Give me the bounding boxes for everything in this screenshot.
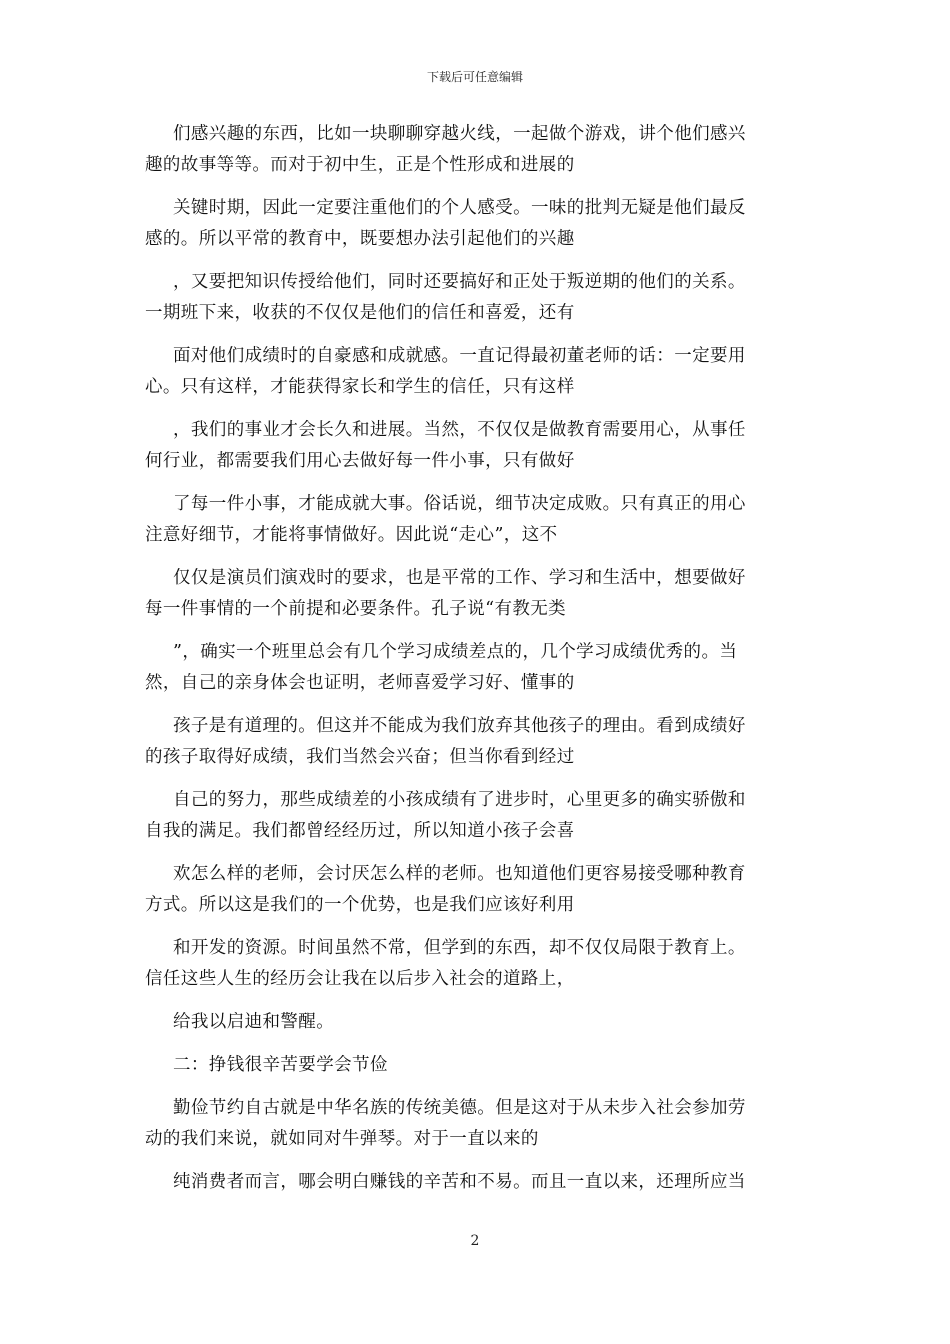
paragraph <box>145 933 810 995</box>
text-line: 二：挣钱很辛苦要学会节俭 <box>173 1055 388 1075</box>
text-line: 一期班下来，收获的不仅仅是他们的信任和喜爱，还有 <box>145 303 575 323</box>
page-header: 下载后可任意编辑 <box>426 70 523 84</box>
text-line: ”，确实一个班里总会有几个学习成绩差点的，几个学习成绩优秀的。当 <box>173 642 738 662</box>
page-number: 2 <box>470 1233 480 1249</box>
text-line: 每一件事情的一个前提和必要条件。孔子说“有教无类 <box>145 599 567 619</box>
paragraph <box>145 1093 810 1155</box>
text-line: 面对他们成绩时的自豪感和成就感。一直记得最初董老师的话：一定要用 <box>173 346 746 366</box>
paragraph <box>145 785 810 847</box>
paragraph <box>145 119 810 181</box>
paragraph <box>145 489 810 551</box>
text-line: 动的我们来说，就如同对牛弹琴。对于一直以来的 <box>145 1129 539 1149</box>
text-line: 欢怎么样的老师，会讨厌怎么样的老师。也知道他们更容易接受哪种教育 <box>173 864 746 884</box>
paragraph <box>145 341 810 403</box>
text-line: 注意好细节，才能将事情做好。因此说“走心”，这不 <box>145 525 558 545</box>
text-line: 关键时期，因此一定要注重他们的个人感受。一味的批判无疑是他们最反 <box>173 198 746 218</box>
text-line: 自我的满足。我们都曾经经历过，所以知道小孩子会喜 <box>145 821 575 841</box>
text-line: 孩子是有道理的。但这并不能成为我们放弃其他孩子的理由。看到成绩好 <box>173 716 746 736</box>
text-line: ，又要把知识传授给他们，同时还要搞好和正处于叛逆期的他们的关系。 <box>173 272 746 292</box>
paragraph <box>145 415 810 477</box>
paragraph <box>145 1007 810 1038</box>
text-line: 何行业，都需要我们用心去做好每一件小事，只有做好 <box>145 451 575 471</box>
text-line: 趣的故事等等。而对于初中生，正是个性形成和进展的 <box>145 155 575 175</box>
text-line: 感的。所以平常的教育中，既要想办法引起他们的兴趣 <box>145 229 575 249</box>
text-line: 方式。所以这是我们的一个优势，也是我们应该好利用 <box>145 895 575 915</box>
text-line: ，我们的事业才会长久和进展。当然，不仅仅是做教育需要用心，从事任 <box>173 420 746 440</box>
paragraph <box>145 637 810 699</box>
text-line: 心。只有这样，才能获得家长和学生的信任，只有这样 <box>145 377 575 397</box>
document-body <box>145 119 810 1210</box>
text-line: 勤俭节约自古就是中华名族的传统美德。但是这对于从未步入社会参加劳 <box>173 1098 746 1118</box>
paragraph <box>145 563 810 625</box>
paragraph <box>145 711 810 773</box>
text-line: 了每一件小事，才能成就大事。俗话说，细节决定成败。只有真正的用心 <box>173 494 746 514</box>
text-line: 自己的努力，那些成绩差的小孩成绩有了进步时，心里更多的确实骄傲和 <box>173 790 746 810</box>
paragraph <box>145 267 810 329</box>
paragraph <box>145 1167 810 1198</box>
text-line: 的孩子取得好成绩，我们当然会兴奋；但当你看到经过 <box>145 747 575 767</box>
text-line: 们感兴趣的东西，比如一块聊聊穿越火线，一起做个游戏，讲个他们感兴 <box>173 124 746 144</box>
text-line: 仅仅是演员们演戏时的要求，也是平常的工作、学习和生活中，想要做好 <box>173 568 746 588</box>
text-line: 信任这些人生的经历会让我在以后步入社会的道路上， <box>145 969 575 989</box>
text-line: 给我以启迪和警醒。 <box>173 1012 335 1032</box>
paragraph <box>145 193 810 255</box>
text-line: 和开发的资源。时间虽然不常，但学到的东西，却不仅仅局限于教育上。 <box>173 938 746 958</box>
text-line: 纯消费者而言，哪会明白赚钱的辛苦和不易。而且一直以来，还理所应当 <box>173 1172 746 1192</box>
paragraph <box>145 859 810 921</box>
text-line: 然，自己的亲身体会也证明，老师喜爱学习好、懂事的 <box>145 673 575 693</box>
section-heading <box>145 1050 810 1081</box>
